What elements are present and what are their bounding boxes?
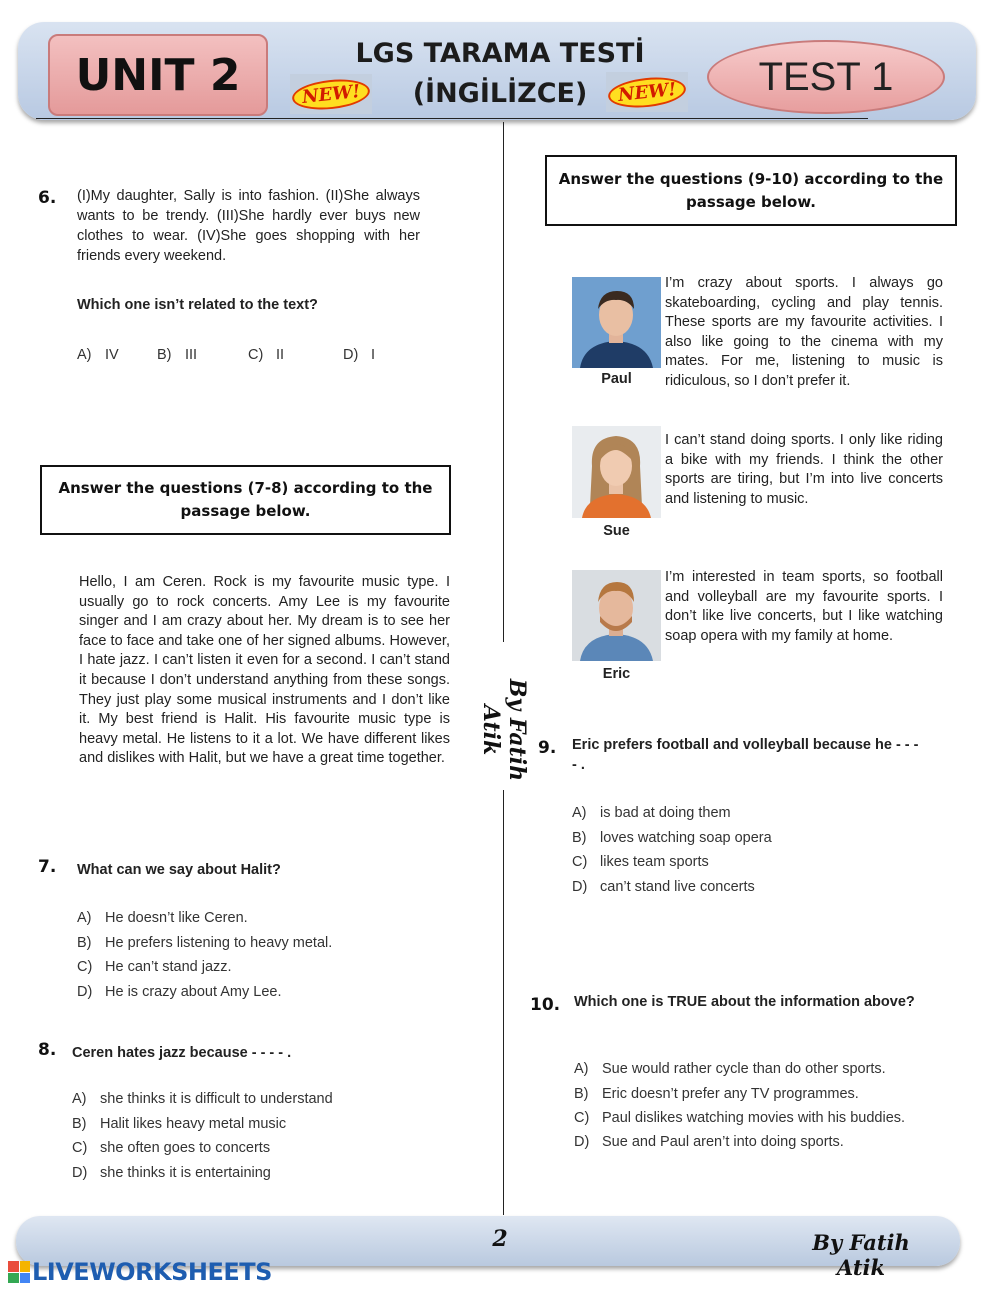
unit-label: UNIT 2 <box>48 34 268 116</box>
header-divider <box>36 118 868 119</box>
q8-option-d[interactable] <box>72 1161 472 1186</box>
q9-option-c[interactable] <box>572 850 952 875</box>
eric-photo <box>572 570 661 661</box>
q6-option-b[interactable] <box>157 343 197 368</box>
person-icon <box>572 277 661 368</box>
q10-option-a[interactable] <box>574 1057 918 1082</box>
question-8-number: 8. <box>38 1040 57 1060</box>
option-letter: D) <box>77 983 93 1000</box>
option-text: she thinks it is difficult to understand <box>100 1091 333 1107</box>
option-text: He prefers listening to heavy metal. <box>105 934 333 951</box>
option-letter: A) <box>572 805 587 821</box>
option-text: He is crazy about Amy Lee. <box>105 983 282 1000</box>
question-7-prompt: What can we say about Halit? <box>77 862 281 878</box>
option-text: I <box>371 347 376 363</box>
sue-text: I can’t stand doing sports. I only like riding a bike with my friends. I think the other sports are tiring, but I’m into live concerts and listening to music. <box>665 432 943 507</box>
person-icon <box>572 426 661 518</box>
option-letter: A) <box>72 1091 87 1107</box>
option-letter: C) <box>574 1110 590 1126</box>
option-text: she thinks it is entertaining <box>100 1164 271 1181</box>
option-text: Sue and Paul aren’t into doing sports. <box>602 1134 844 1150</box>
option-letter: C) <box>248 347 264 363</box>
paul-photo <box>572 277 661 368</box>
question-6-options <box>77 343 457 365</box>
q7-option-b[interactable] <box>77 931 477 956</box>
option-letter: D) <box>72 1164 88 1181</box>
instruction-box-9-10: Answer the questions (9-10) according to the passage below. <box>545 155 957 226</box>
passage-ceren: Hello, I am Ceren. Rock is my favourite music type. I usually go to rock concerts. Amy Lee is my favourite singer and I am crazy about her. My dream is to see her face to face and take one of her signed albums. However, I hate jazz. I can’t listen it even for a second. I can’t stand it because I don’t understand anything from these songs. They just play some musical instruments and I don’t like it. My best friend is Halit. His favourite music type is heavy metal. He listens to it a lot. We have different likes and dislikes with Halit, but we have a great time together. <box>79 574 450 767</box>
option-letter: D) <box>343 347 359 363</box>
q10-option-d[interactable] <box>574 1130 918 1155</box>
new-badge-right <box>606 72 688 112</box>
option-letter: D) <box>572 878 588 895</box>
column-divider-top <box>503 122 504 642</box>
footer-signature: By Fatih Atik <box>812 1230 910 1280</box>
q9-option-d[interactable] <box>572 875 952 900</box>
sue-name: Sue <box>603 523 630 539</box>
option-text: III <box>185 347 198 363</box>
page-number: 2 <box>492 1226 508 1252</box>
new-badge-text: NEW! <box>607 73 688 110</box>
question-9-number: 9. <box>538 738 557 758</box>
option-text: likes team sports <box>600 854 709 870</box>
question-6-text: (I)My daughter, Sally is into fashion. (II)She always wants to be trendy. (III)She hardly ever buys new clothes to wear. (IV)She goes shopping with her friends every weekend. <box>77 188 420 264</box>
question-9-options <box>572 801 952 899</box>
title-line-1: LGS TARAMA TESTİ <box>355 38 645 69</box>
q7-option-a[interactable] <box>77 906 477 931</box>
q7-option-d[interactable] <box>77 980 477 1005</box>
q9-option-a[interactable] <box>572 801 952 826</box>
q8-option-c[interactable] <box>72 1136 472 1161</box>
option-letter: A) <box>77 347 92 363</box>
question-10-number: 10. <box>530 995 561 1015</box>
q6-option-c[interactable] <box>248 343 284 368</box>
option-letter: C) <box>77 959 93 975</box>
option-letter: D) <box>574 1134 590 1150</box>
option-letter: B) <box>72 1115 87 1132</box>
option-text: she often goes to concerts <box>100 1140 271 1156</box>
option-text: II <box>276 347 285 363</box>
liveworksheets-logo[interactable] <box>8 1258 272 1286</box>
q10-option-c[interactable] <box>574 1106 918 1130</box>
option-text: Sue would rather cycle than do other sports. <box>602 1061 886 1077</box>
question-7-number: 7. <box>38 857 57 877</box>
q8-option-a[interactable] <box>72 1087 472 1112</box>
option-text: Halit likes heavy metal music <box>100 1115 287 1132</box>
paul-text: I’m crazy about sports. I always go skateboarding, cycling and play tennis. These sports are my favourite activities. I also like going to the cinema with my mates. For me, listening to music is ridiculous, so I don’t prefer it. <box>665 275 943 389</box>
question-8-options <box>72 1087 472 1185</box>
test-label: TEST 1 <box>707 40 945 114</box>
option-letter: C) <box>572 854 588 870</box>
sue-photo <box>572 426 661 518</box>
liveworksheets-text: LIVEWORKSHEETS <box>32 1258 272 1286</box>
q6-option-a[interactable] <box>77 343 119 368</box>
option-text: Paul dislikes watching movies with his buddies. <box>602 1110 906 1126</box>
option-text: IV <box>105 347 119 363</box>
option-letter: A) <box>574 1061 589 1077</box>
option-text: can’t stand live concerts <box>600 878 755 895</box>
q10-option-b[interactable] <box>574 1082 918 1107</box>
q7-option-c[interactable] <box>77 955 477 980</box>
new-badge-text: NEW! <box>291 75 372 112</box>
question-10-options <box>574 1057 918 1155</box>
instruction-box-7-8: Answer the questions (7-8) according to the passage below. <box>40 465 451 535</box>
option-letter: B) <box>77 934 92 951</box>
question-7-options <box>77 906 477 1004</box>
option-text: is bad at doing them <box>600 805 731 821</box>
question-6-prompt: Which one isn’t related to the text? <box>77 297 318 313</box>
option-letter: C) <box>72 1140 88 1156</box>
option-letter: B) <box>574 1085 589 1102</box>
q9-option-b[interactable] <box>572 826 952 851</box>
question-6-number: 6. <box>38 188 57 208</box>
new-badge-left <box>290 74 372 114</box>
paul-name: Paul <box>601 371 632 387</box>
side-signature: By Fatih Atik <box>478 678 530 782</box>
person-icon <box>572 570 661 661</box>
option-letter: B) <box>572 829 587 846</box>
eric-name: Eric <box>602 666 631 682</box>
liveworksheets-icon <box>8 1261 30 1283</box>
option-text: He can’t stand jazz. <box>105 959 232 975</box>
option-text: Eric doesn’t prefer any TV programmes. <box>602 1085 859 1102</box>
column-divider-bottom <box>503 790 504 1215</box>
q6-option-d[interactable] <box>343 343 375 368</box>
question-8-prompt: Ceren hates jazz because - - - - . <box>72 1045 292 1061</box>
option-letter: A) <box>77 910 92 926</box>
title-line-2: (İNGİLİZCE) <box>412 78 588 109</box>
q8-option-b[interactable] <box>72 1112 472 1137</box>
option-letter: B) <box>157 347 172 363</box>
eric-text: I’m interested in team sports, so football and volleyball are my favourite sports. I don’t like live concerts, but I like watching soap opera with my family at home. <box>665 569 943 644</box>
option-text: loves watching soap opera <box>600 829 772 846</box>
option-text: He doesn’t like Ceren. <box>105 910 248 926</box>
question-10-prompt: Which one is TRUE about the information above? <box>574 994 915 1010</box>
question-9-prompt: Eric prefers football and volleyball because he - - - - . <box>572 737 919 773</box>
